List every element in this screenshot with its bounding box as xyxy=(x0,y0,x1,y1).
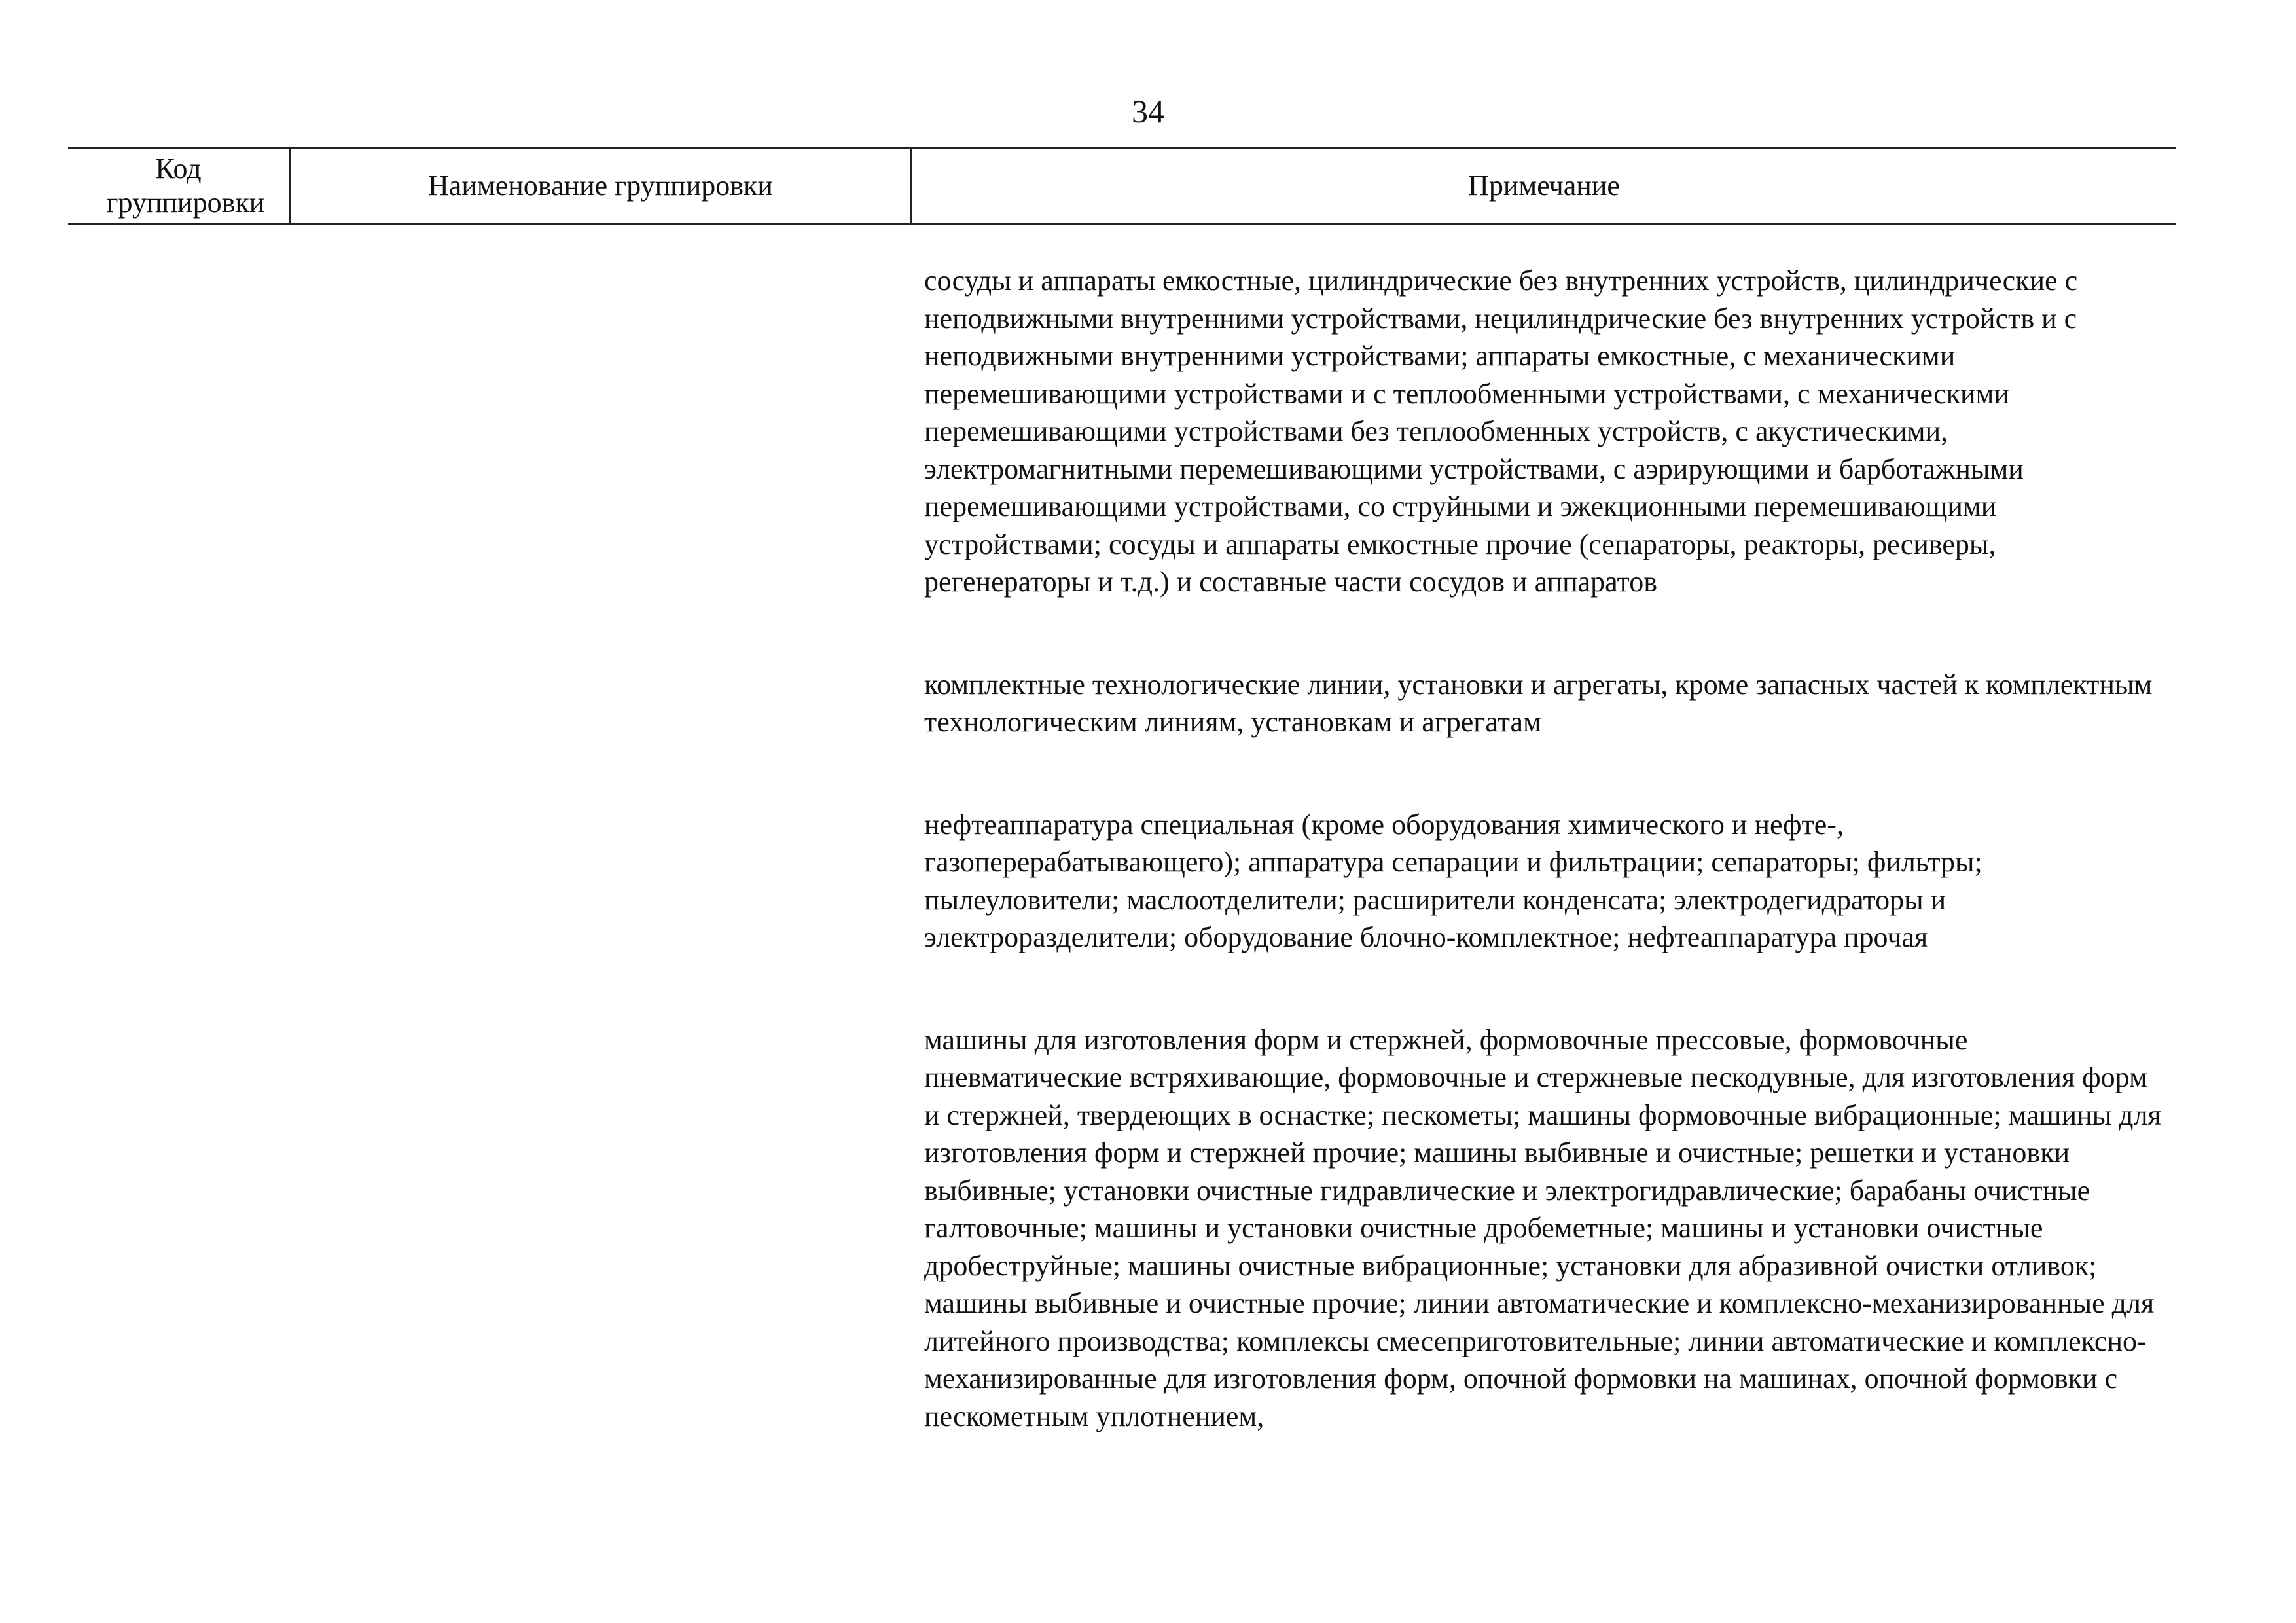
header-code xyxy=(68,149,291,223)
note-block: нефтеаппаратура специальная (кроме оборудования химического и нефте-, газоперерабатывающего); аппаратура сепарации и фильтрации; сепараторы; фильтры; пылеуловители; маслоотделители; расширители конденсата; электродегидраторы и электроразделители; оборудование блочно-комплектное; нефтеаппаратура прочая xyxy=(924,808,1982,953)
header-note-label: Примечание xyxy=(1468,170,1620,202)
table-header xyxy=(68,147,2176,225)
note-block: комплектные технологические линии, установки и агрегаты, кроме запасных частей к комплектным технологическим линиям, установкам и агрегатам xyxy=(924,668,2153,738)
page-number: 34 xyxy=(1132,93,1164,130)
header-name xyxy=(291,149,912,223)
header-code-label: Код группировки xyxy=(106,153,265,219)
notes-column xyxy=(924,262,2168,1435)
header-note xyxy=(912,149,2176,223)
note-block: машины для изготовления форм и стержней, формовочные прессовые, формовочные пневматические встряхивающие, формовочные и стержневые пескодувные, для изготовления форм и стержней, твердеющих в оснастке; пескометы; машины формовочные вибрационные; машины для изготовления форм и стержней прочие; машины выбивные и очистные; решетки и установки выбивные; установки очистные гидравлические и электрогидравлические; барабаны очистные галтовочные; машины и установки очистные дробеметные; машины и установки очистные дробеструйные; машины очистные вибрационные; установки для абразивной очистки отливок; машины выбивные и очистные прочие; линии автоматические и комплексно-механизированные для литейного производства; комплексы смесеприготовительные; линии автоматические и комплексно-механизированные для изготовления форм, опочной формовки на машинах, опочной формовки с пескометным уплотнением, xyxy=(924,1023,2161,1432)
header-name-label: Наименование группировки xyxy=(428,170,773,202)
note-block: сосуды и аппараты емкостные, цилиндрические без внутренних устройств, цилиндрические с неподвижными внутренними устройствами, нецилиндрические без внутренних устройств и с неподвижными внутренними устройствами; аппараты емкостные, с механическими перемешивающими устройствами и с теплообменными устройствами, с механическими перемешивающими устройствами без теплообменных устройств, с акустическими, электромагнитными перемешивающими устройствами, с аэрирующими и барботажными перемешивающими устройствами, со струйными и эжекционными перемешивающими устройствами; сосуды и аппараты емкостные прочие (сепараторы, реакторы, ресиверы, регенераторы и т.д.) и составные части сосудов и аппаратов xyxy=(924,264,2078,598)
